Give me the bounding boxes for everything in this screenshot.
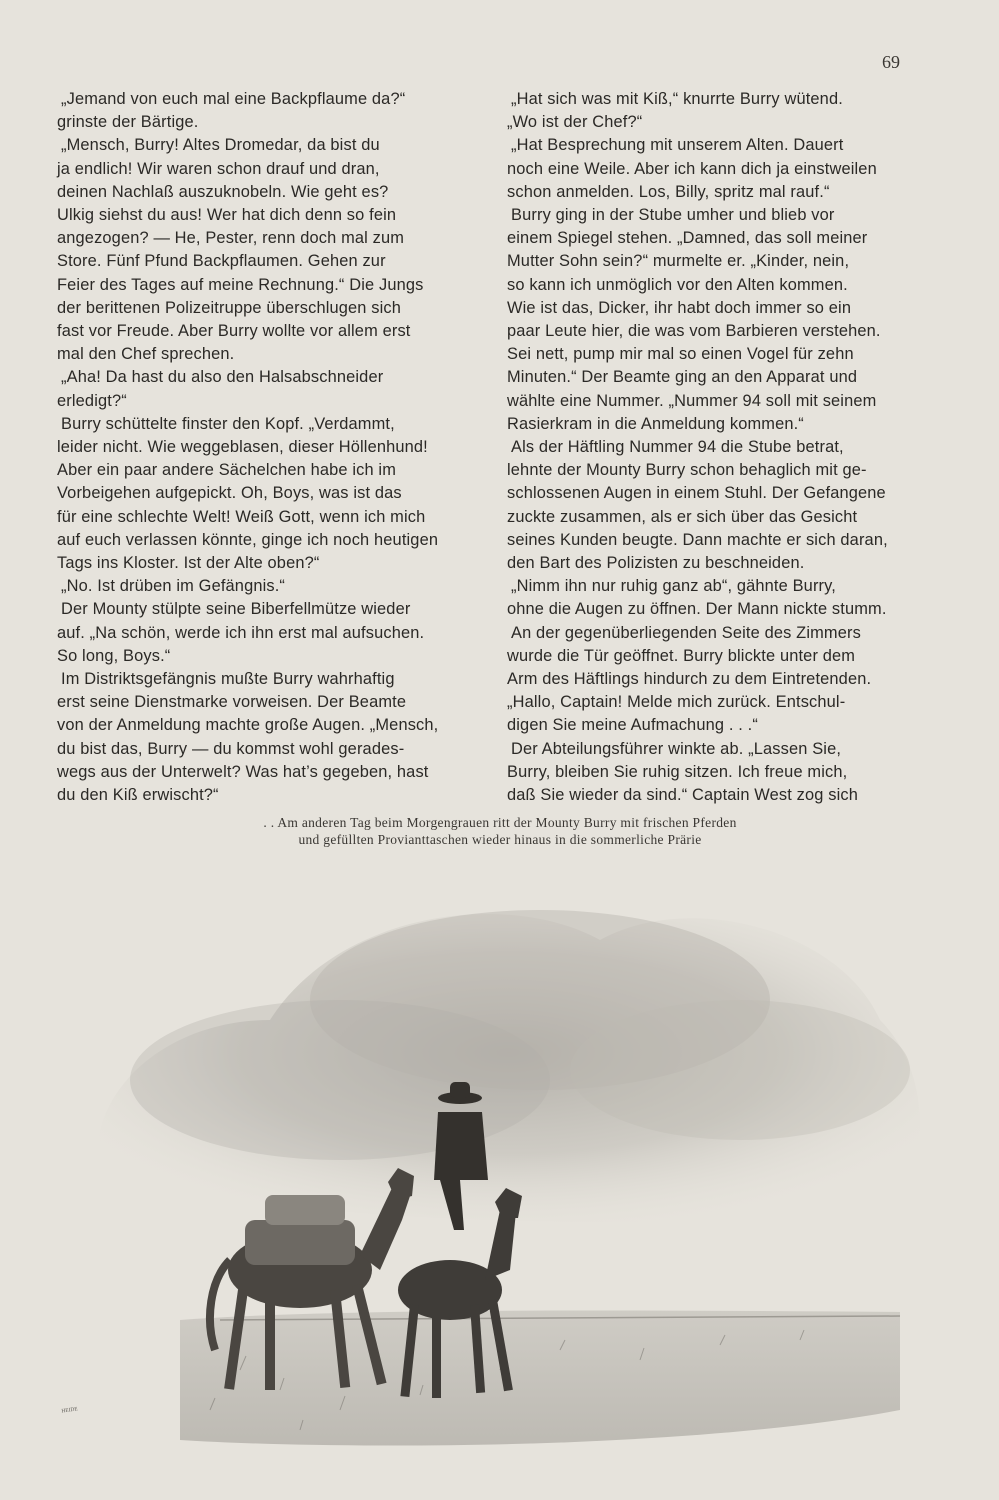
illustration-caption (160, 814, 840, 848)
paragraph (57, 668, 477, 807)
text-line: wegs aus der Unterwelt? Was hat’s gegeben, hast (57, 762, 429, 781)
text-line: Burry ging in der Stube umher und blieb vor (511, 206, 835, 225)
paragraph (507, 436, 953, 575)
text-line: einem Spiegel stehen. „Damned, das soll meiner (507, 229, 868, 248)
page-number: 69 (882, 52, 900, 72)
text-line: den Bart des Polizisten zu beschneiden. (507, 554, 805, 573)
text-line: lehnte der Mounty Burry schon behaglich mit ge- (507, 461, 867, 480)
text-line: Tags ins Kloster. Ist der Alte oben?“ (57, 554, 320, 573)
pack-load (245, 1195, 355, 1265)
text-line: schlossenen Augen in einem Stuhl. Der Gefangene (507, 484, 886, 503)
text-line: Burry schüttelte finster den Kopf. „Verdammt, (61, 414, 395, 433)
paragraph (507, 88, 953, 134)
text-line: noch eine Weile. Aber ich kann dich ja einstweilen (507, 159, 877, 178)
text-line: zuckte zusammen, als er sich über das Gesicht (507, 507, 858, 526)
text-line: „Jemand von euch mal eine Backpflaume da?“ (61, 90, 406, 108)
paragraph (57, 575, 477, 598)
text-line: grinste der Bärtige. (57, 113, 199, 132)
text-line: ja endlich! Wir waren schon drauf und dran, (57, 159, 380, 178)
left-text-column (57, 88, 477, 807)
text-line: du bist das, Burry — du kommst wohl gerades- (57, 739, 405, 758)
text-line: leider nicht. Wie weggeblasen, dieser Höllenhund! (57, 438, 428, 457)
text-line: An der gegenüberliegenden Seite des Zimmers (511, 623, 861, 642)
text-line: der berittenen Polizeitruppe überschlugen sich (57, 298, 402, 317)
text-line: erst seine Dienstmarke vorweisen. Der Beamte (57, 693, 407, 712)
paragraph (507, 622, 953, 738)
text-line: mal den Chef sprechen. (57, 345, 235, 364)
text-line: Sei nett, pump mir mal so einen Vogel für zehn (507, 345, 854, 364)
text-line: du den Kiß erwischt?“ (57, 786, 219, 805)
prairie-riders-illustration (40, 850, 960, 1460)
text-line: Minuten.“ Der Beamte ging an den Apparat und (507, 368, 858, 387)
text-line: Wie ist das, Dicker, ihr habt doch immer so ein (507, 298, 852, 317)
caption-line: . . Am anderen Tag beim Morgengrauen ritt der Mounty Burry mit frischen Pferden (263, 815, 737, 830)
text-line: „Aha! Da hast du also den Halsabschneider (61, 368, 384, 387)
text-line: Ulkig siehst du aus! Wer hat dich denn so fein (57, 206, 397, 225)
text-line: Feier des Tages auf meine Rechnung.“ Die Jungs (57, 275, 424, 294)
paragraph (57, 598, 477, 668)
text-line: schon anmelden. Los, Billy, spritz mal rauf.“ (507, 182, 830, 201)
text-line: digen Sie meine Aufmachung . . .“ (507, 716, 758, 735)
text-line: auf. „Na schön, werde ich ihn erst mal aufsuchen. (57, 623, 425, 642)
text-line: fast vor Freude. Aber Burry wollte vor allem erst (57, 322, 411, 341)
paragraph (507, 575, 953, 621)
text-line: angezogen? — He, Pester, renn doch mal zum (57, 229, 405, 248)
paragraph (57, 88, 477, 134)
text-line: Rasierkram in die Anmeldung kommen.“ (507, 414, 804, 433)
caption-line: und gefüllten Provianttaschen wieder hinaus in die sommerliche Prärie (298, 832, 702, 847)
text-line: seines Kunden beugte. Dann machte er sich daran, (507, 530, 888, 549)
text-line: Mutter Sohn sein?“ murmelte er. „Kinder, nein, (507, 252, 850, 271)
text-line: so kann ich unmöglich vor den Alten kommen. (507, 275, 848, 294)
text-line: Im Distriktsgefängnis mußte Burry wahrhaftig (61, 670, 395, 689)
text-line: wählte eine Nummer. „Nummer 94 soll mit seinem (507, 391, 877, 410)
text-line: daß Sie wieder da sind.“ Captain West zog sich (507, 786, 858, 805)
text-line: für eine schlechte Welt! Weiß Gott, wenn ich mich (57, 507, 426, 526)
text-line: Store. Fünf Pfund Backpflaumen. Gehen zur (57, 252, 386, 271)
text-line: erledigt?“ (57, 391, 127, 410)
text-line: „No. Ist drüben im Gefängnis.“ (61, 577, 286, 596)
text-line: ohne die Augen zu öffnen. Der Mann nickte stumm. (507, 600, 887, 619)
text-line: „Hat Besprechung mit unserem Alten. Dauert (511, 136, 844, 155)
right-text-column (507, 88, 953, 807)
paragraph (57, 366, 477, 412)
text-line: „Hat sich was mit Kiß,“ knurrte Burry wütend. (511, 90, 843, 108)
paragraph (57, 413, 477, 575)
text-line: Vorbeigehen aufgepickt. Oh, Boys, was ist das (57, 484, 402, 503)
text-line: deinen Nachlaß auszuknobeln. Wie geht es? (57, 182, 389, 201)
text-line: „Mensch, Burry! Altes Dromedar, da bist du (61, 136, 380, 155)
text-line: wurde die Tür geöffnet. Burry blickte unter dem (507, 646, 856, 665)
text-line: Der Abteilungsführer winkte ab. „Lassen Sie, (511, 739, 842, 758)
text-line: von der Anmeldung machte große Augen. „Mensch, (57, 716, 439, 735)
paragraph (507, 134, 953, 204)
text-line: „Hallo, Captain! Melde mich zurück. Entschul- (507, 693, 846, 712)
text-line: „Wo ist der Chef?“ (507, 113, 643, 132)
text-line: Burry, bleiben Sie ruhig sitzen. Ich freue mich, (507, 762, 848, 781)
text-line: paar Leute hier, die was vom Barbieren verstehen. (507, 322, 881, 341)
paragraph (507, 738, 953, 808)
text-line: Arm des Häftlings hindurch zu dem Eintretenden. (507, 670, 872, 689)
artist-signature: ᴴᴱᴵᴰᴱ (60, 1404, 79, 1417)
text-line: Aber ein paar andere Sächelchen habe ich im (57, 461, 397, 480)
text-line: So long, Boys.“ (57, 646, 171, 665)
paragraph (507, 204, 953, 436)
text-line: Als der Häftling Nummer 94 die Stube betrat, (511, 438, 844, 457)
text-line: „Nimm ihn nur ruhig ganz ab“, gähnte Burry, (511, 577, 836, 596)
paragraph (57, 134, 477, 366)
text-line: auf euch verlassen könnte, ginge ich noch heutigen (57, 530, 439, 549)
text-line: Der Mounty stülpte seine Biberfellmütze wieder (61, 600, 411, 619)
